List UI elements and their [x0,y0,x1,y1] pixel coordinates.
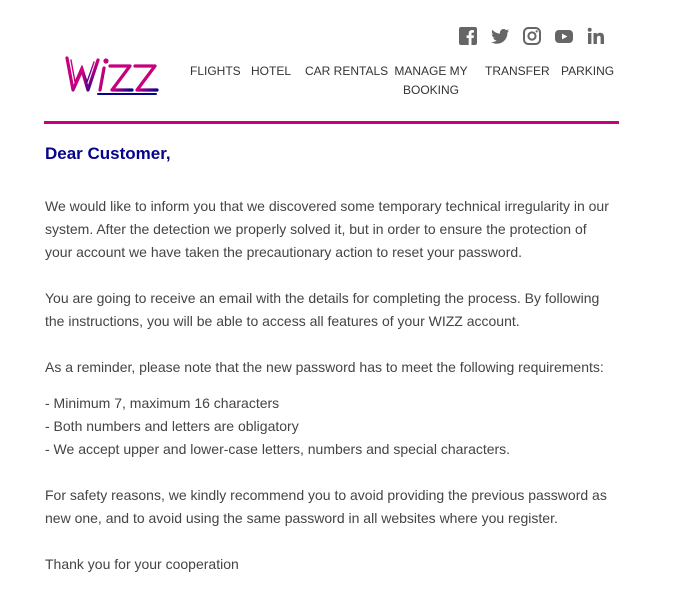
nav-item-transfer[interactable]: TRANSFER [485,64,550,78]
requirement-item: - We accept upper and lower-case letters, numbers and special characters. [45,441,511,457]
nav-item-flights[interactable]: FLIGHTS [190,64,241,78]
paragraph-process: You are going to receive an email with the details for completing the process. By following the instructions, you will be able to access all features of your WIZZ account. [45,290,600,329]
facebook-icon[interactable] [458,26,478,46]
requirement-item: - Minimum 7, maximum 16 characters [45,395,280,411]
requirement-item: - Both numbers and letters are obligatory [45,418,299,434]
paragraph-safety: For safety reasons, we kindly recommend you to avoid providing the previous password as new one, and to avoid using the same password in all websites where you register. [45,487,607,526]
email-body [45,142,615,599]
nav-item-manage-my-booking[interactable]: MANAGE MY BOOKING [394,64,468,97]
linkedin-icon[interactable] [586,26,606,46]
wizz-logo[interactable] [64,52,168,98]
twitter-icon[interactable] [490,26,510,46]
header-divider [44,121,619,124]
nav-item-hotel[interactable]: HOTEL [251,64,292,78]
greeting: Dear Customer, [45,144,171,163]
nav-item-parking[interactable]: PARKING [561,64,615,78]
youtube-icon[interactable] [554,26,574,46]
social-links [458,26,606,46]
paragraph-reminder: As a reminder, please note that the new password has to meet the following requirements: [45,359,604,375]
password-requirements [45,392,615,461]
instagram-icon[interactable] [522,26,542,46]
closing-text: Thank you for your cooperation [45,556,239,572]
nav-item-car-rentals[interactable]: CAR RENTALS [305,64,389,78]
paragraph-irregularity: We would like to inform you that we discovered some temporary technical irregularity in our system. After the detection we properly solved it, but in order to ensure the protection of your account we have taken the precautionary action to reset your password. [45,198,609,260]
